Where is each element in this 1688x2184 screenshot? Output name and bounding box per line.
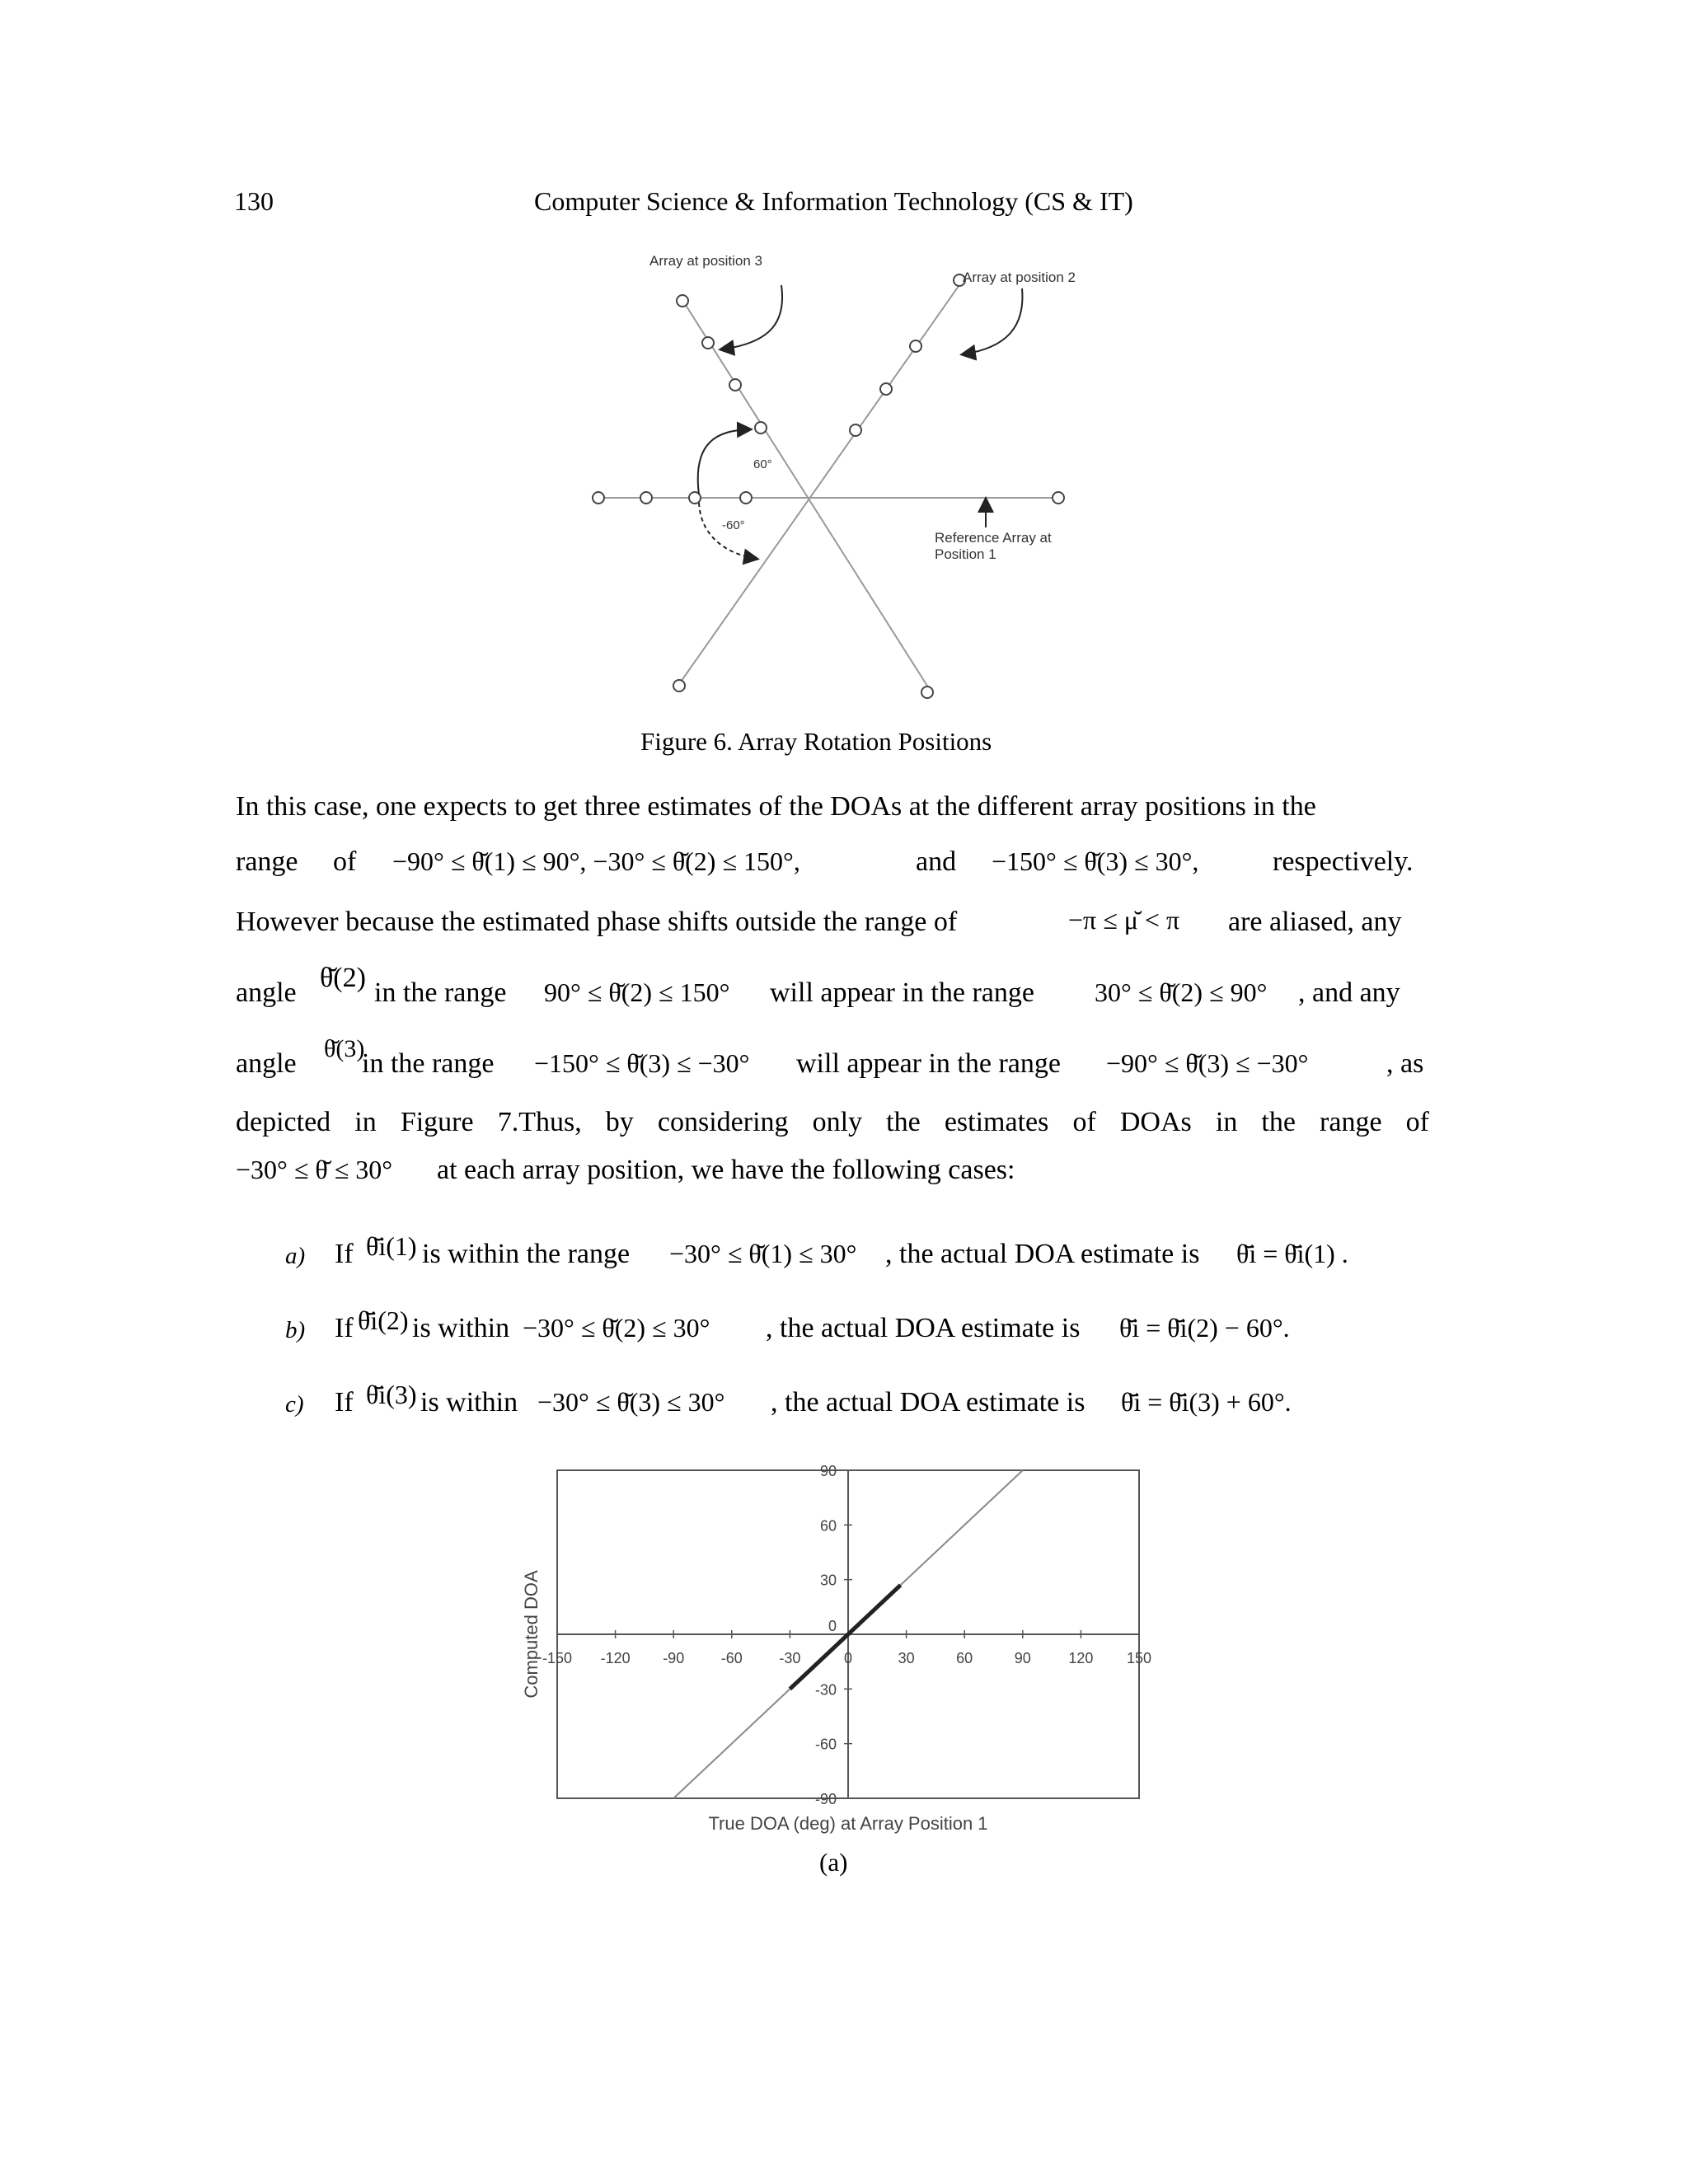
word-and: and	[916, 846, 957, 877]
case-a-theta: θ̆i(1)	[366, 1231, 417, 1261]
will-appear-1: will appear in the range	[770, 977, 1034, 1008]
pos2-element-3	[880, 383, 892, 395]
chart-caption: (a)	[819, 1848, 848, 1877]
case-c-if: If	[335, 1387, 354, 1418]
x-tick-label: -90	[663, 1650, 685, 1666]
x-axis-label: True DOA (deg) at Array Position 1	[708, 1813, 988, 1834]
case-b-theta: θ̆i(2)	[358, 1305, 409, 1335]
label-reference-line1: Reference Array at	[935, 530, 1052, 546]
case-b-text3: , the actual DOA estimate is	[766, 1313, 1081, 1343]
pos3-pointer-arrow	[721, 285, 782, 349]
y-tick-label: 0	[828, 1618, 837, 1634]
case-b-range: −30° ≤ θ̆(2) ≤ 30°	[523, 1313, 710, 1343]
phase-range-expression: −π ≤ μ̆ < π	[1068, 905, 1180, 935]
y-tick-label: 30	[819, 1572, 837, 1589]
paragraph-line-1: In this case, one expects to get three estimates of the DOAs at the different array positions in the	[236, 791, 1316, 822]
range-theta2-actual: 90° ≤ θ̆(2) ≤ 150°	[544, 977, 730, 1007]
word-angle-1: angle	[236, 977, 297, 1008]
y-tick-label: -60	[814, 1736, 837, 1753]
case-c-text3: , the actual DOA estimate is	[771, 1387, 1085, 1418]
theta-3-symbol: θ̆(3)	[324, 1035, 365, 1062]
in-the-range-2: in the range	[362, 1048, 495, 1079]
word-of: of	[333, 846, 357, 877]
x-tick-label: 90	[1014, 1650, 1031, 1666]
ref-element-5	[1053, 492, 1064, 504]
case-label: b)	[285, 1317, 306, 1343]
doa-chart	[511, 1459, 1170, 1838]
paragraph-line-6: depicted in Figure 7.Thus, by considering only the estimates of DOAs in the range of	[236, 1107, 1429, 1137]
x-tick-label: -30	[779, 1650, 801, 1666]
case-b-if: If	[335, 1313, 354, 1343]
x-tick-label: -150	[542, 1650, 573, 1666]
paragraph-line-3a: However because the estimated phase shifts outside the range of	[236, 907, 958, 937]
figure-6-caption: Figure 6. Array Rotation Positions	[640, 727, 992, 756]
case-c	[285, 1391, 304, 1418]
paragraph-line-7: at each array position, we have the following cases:	[437, 1155, 1015, 1185]
case-c-result: θ̆i = θ̆i(3) + 60°.	[1121, 1387, 1292, 1417]
case-a-text3: , the actual DOA estimate is	[885, 1239, 1200, 1269]
theta-2-symbol: θ̆(2)	[320, 963, 366, 993]
x-tick-label: 120	[1068, 1650, 1094, 1666]
ref-element-2	[640, 492, 652, 504]
case-c-theta: θ̆i(3)	[366, 1380, 417, 1409]
range-theta3-actual: −150° ≤ θ̆(3) ≤ −30°	[534, 1048, 750, 1078]
word-angle-2: angle	[236, 1048, 297, 1079]
ref-element-1	[593, 492, 604, 504]
label-reference-line2: Position 1	[935, 546, 996, 562]
pos3-element-2	[702, 337, 714, 349]
range-theta3-apparent: −90° ≤ θ̆(3) ≤ −30°	[1106, 1048, 1309, 1078]
x-tick-label: -60	[720, 1650, 743, 1666]
pos3-element-1	[677, 295, 688, 307]
x-tick-label: 60	[956, 1650, 973, 1666]
label-array-position-2: Array at position 2	[963, 269, 1076, 285]
case-b-result: θ̆i = θ̆i(2) − 60°.	[1119, 1313, 1290, 1343]
x-tick-label: 30	[898, 1650, 915, 1666]
case-b-text: is within	[412, 1313, 510, 1343]
range-theta2-apparent: 30° ≤ θ̆(2) ≤ 90°	[1095, 977, 1268, 1007]
pos3-element-4	[755, 422, 767, 434]
x-tick-label: -120	[600, 1650, 631, 1666]
range-expression-3: −150° ≤ θ̆(3) ≤ 30°,	[992, 846, 1199, 876]
base-range-expression: −30° ≤ θ̆ ≤ 30°	[236, 1155, 393, 1184]
running-title: Computer Science & Information Technology (CS & IT)	[534, 186, 1133, 216]
page-number: 130	[234, 186, 274, 216]
word-as: , as	[1386, 1048, 1424, 1079]
word-range: range	[236, 846, 298, 877]
y-tick-label: 90	[819, 1463, 837, 1479]
pos2-element-4	[850, 424, 861, 436]
array-position-2-line	[679, 280, 963, 684]
ref-element-4	[740, 492, 752, 504]
pos2-pointer-arrow	[963, 288, 1022, 354]
word-respectively: respectively.	[1273, 846, 1414, 877]
range-expression-1-2: −90° ≤ θ̆(1) ≤ 90°, −30° ≤ θ̆(2) ≤ 150°,	[392, 846, 800, 876]
y-axis-label: Computed DOA	[521, 1570, 542, 1699]
case-label: a)	[285, 1243, 306, 1269]
case-a-range: −30° ≤ θ̆(1) ≤ 30°	[669, 1239, 857, 1268]
in-the-range-1: in the range	[374, 977, 507, 1008]
case-a	[285, 1243, 305, 1270]
case-a-if: If	[335, 1239, 354, 1269]
case-label: c)	[285, 1391, 304, 1418]
case-c-range: −30° ≤ θ̆(3) ≤ 30°	[537, 1387, 725, 1417]
label-array-position-3: Array at position 3	[649, 253, 763, 269]
y-tick-label: -90	[814, 1791, 837, 1807]
paragraph-line-3b: are aliased, any	[1228, 907, 1402, 937]
and-any: , and any	[1298, 977, 1400, 1008]
array-position-3-line	[682, 300, 931, 692]
case-a-text: is within the range	[422, 1239, 631, 1269]
will-appear-2: will appear in the range	[796, 1048, 1061, 1079]
y-tick-label: -30	[814, 1681, 837, 1699]
x-tick-label: 0	[843, 1650, 853, 1666]
pos3-element-5	[921, 687, 933, 698]
pos3-element-3	[729, 379, 741, 391]
y-tick-label: 60	[819, 1517, 837, 1535]
figure-6-array-rotation-diagram	[577, 247, 1121, 709]
case-a-result: θ̆i = θ̆i(1) .	[1236, 1239, 1348, 1268]
pos2-element-5	[673, 680, 685, 691]
case-b	[285, 1317, 305, 1344]
pos2-element-2	[910, 340, 921, 352]
plus-60-arc-arrow	[698, 429, 750, 494]
case-c-text: is within	[420, 1387, 518, 1418]
x-tick-label: 150	[1126, 1650, 1152, 1666]
label-minus-60: -60°	[722, 518, 745, 532]
label-plus-60: 60°	[753, 457, 772, 471]
